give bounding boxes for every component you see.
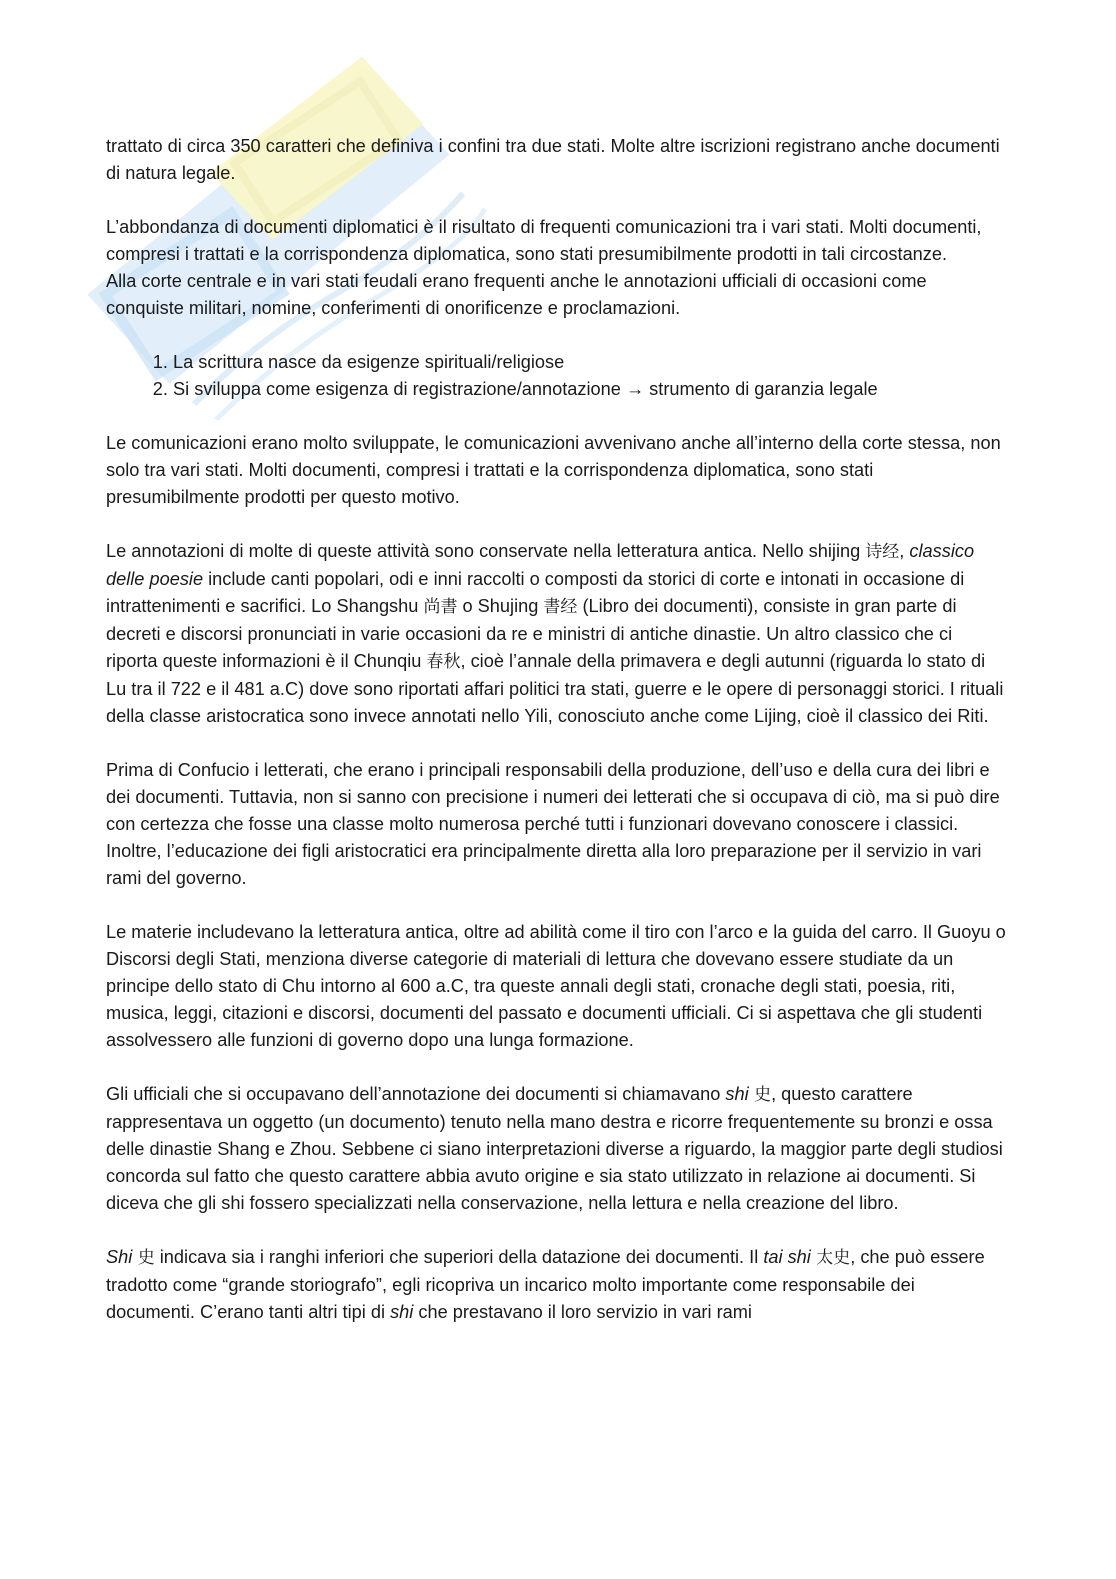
- text-span: Le annotazioni di molte di queste attività sono conservate nella letteratura antica. Nello shijing: [106, 541, 866, 561]
- document-page: [106, 133, 1006, 1326]
- chinese-characters: 诗经: [865, 542, 900, 562]
- paragraph-5: Prima di Confucio i letterati, che erano i principali responsabili della produzione, dell’uso e della cura dei libri e dei documenti. Tuttavia, non si sanno con precisione i numeri dei letterati che si occupava di ciò, ma si può dire con certezza che fosse una classe molto numerosa perché tutti i funzionari dovevano conoscere i classici. Inoltre, l’educazione dei figli aristocratici era principalmente diretta alla loro preparazione per il servizio in vari rami del governo.: [106, 760, 1000, 888]
- paragraph-1: L’abbondanza di documenti diplomatici è il risultato di frequenti comunicazioni tra i vari stati. Molti documenti, compresi i trattati e la corrispondenza diplomatica, sono stati presumibilmente prodotti in tali circostanze.: [106, 217, 982, 264]
- paragraph-7: [106, 1081, 1006, 1217]
- italic-term: tai shi: [763, 1247, 811, 1267]
- text-span: indicava sia i ranghi inferiori che superiori della datazione dei documenti. Il: [154, 1247, 764, 1267]
- italic-title: classico delle poesie: [106, 541, 975, 589]
- paragraph-0: trattato di circa 350 caratteri che definiva i confini tra due stati. Molte altre iscrizioni registrano anche documenti di natura legale.: [106, 136, 1000, 183]
- paragraph-3: Le comunicazioni erano molto sviluppate, le comunicazioni avvenivano anche all’interno della corte stessa, non solo tra vari stati. Molti documenti, compresi i trattati e la corrispondenza diplomatica, sono stati presumibilmente prodotti per questo motivo.: [106, 433, 1001, 507]
- italic-term: shi: [390, 1302, 414, 1322]
- text-span: ,: [899, 541, 910, 561]
- italic-term: shi: [725, 1084, 749, 1104]
- chinese-characters: 尚書: [423, 597, 458, 617]
- paragraph-4: [106, 538, 1006, 730]
- chinese-characters: 史: [132, 1248, 155, 1268]
- text-span: (Libro dei documenti), consiste in gran parte di decreti e discorsi pronunciati in varie occasioni da re e ministri di antiche dinastie. Un altro classico che ci riporta queste informazioni è il Chunqiu: [106, 596, 957, 671]
- italic-term: Shi: [106, 1247, 133, 1267]
- text-span: , questo carattere rappresentava un oggetto (un documento) tenuto nella mano destra e ricorre frequentemente su bronzi e ossa delle dinastie Shang e Zhou. Sebbene ci siano interpretazioni diverse a riguardo, la maggior parte degli studiosi concorda sul fatto che questo carattere abbia avuto origine e sia stato utilizzato in relazione ai documenti. Si diceva che gli shi fossero specializzati nella conservazione, nella lettura e nella creazione del libro.: [106, 1084, 1003, 1213]
- text-span: , cioè l’annale della primavera e degli autunni (riguarda lo stato di Lu tra il 722 e il 481 a.C) dove sono riportati affari politici tra stati, guerre e le opere di personaggi storici. I rituali della classe aristocratica sono invece annotati nello Yili, conosciuto anche come Lijing, cioè il classico dei Riti.: [106, 651, 1004, 726]
- chinese-characters: 春秋: [426, 652, 461, 672]
- paragraph-8: [106, 1244, 1006, 1326]
- numbered-list: [106, 349, 1006, 403]
- paragraph-6: Le materie includevano la letteratura antica, oltre ad abilità come il tiro con l’arco e la guida del carro. Il Guoyu o Discorsi degli Stati, menziona diverse categorie di materiali di lettura che dovevano essere studiate da un principe dello stato di Chu intorno al 600 a.C, tra queste annali degli stati, cronache degli stati, poesia, riti, musica, leggi, citazioni e discorsi, documenti del passato e documenti ufficiali. Ci si aspettava che gli studenti assolvessero alle funzioni di governo dopo una lunga formazione.: [106, 922, 1006, 1050]
- list-item: 1. La scrittura nasce da esigenze spirituali/religiose: [173, 349, 1006, 376]
- text-span: che prestavano il loro servizio in vari rami: [413, 1302, 752, 1322]
- text-span: include canti popolari, odi e inni raccolti o composti da storici di corte e intonati in occasione di intrattenimenti e sacrifici. Lo Shangshu: [106, 569, 965, 616]
- text-span: o Shujing: [457, 596, 544, 616]
- text-span: , che può essere tradotto come “grande storiografo”, egli ricopriva un incarico molto importante come responsabile dei documenti. C’erano tanti altri tipi di: [106, 1247, 985, 1322]
- chinese-characters: 太史: [810, 1248, 851, 1268]
- chinese-characters: 史: [748, 1085, 772, 1105]
- text-span: Gli ufficiali che si occupavano dell’annotazione dei documenti si chiamavano: [106, 1084, 726, 1104]
- chinese-characters: 書经: [543, 597, 578, 617]
- paragraph-2: Alla corte centrale e in vari stati feudali erano frequenti anche le annotazioni ufficiali di occasioni come conquiste militari, nomine, conferimenti di onorificenze e proclamazioni.: [106, 271, 927, 318]
- list-item: 2. Si sviluppa come esigenza di registrazione/annotazione → strumento di garanzia legale: [173, 376, 1006, 403]
